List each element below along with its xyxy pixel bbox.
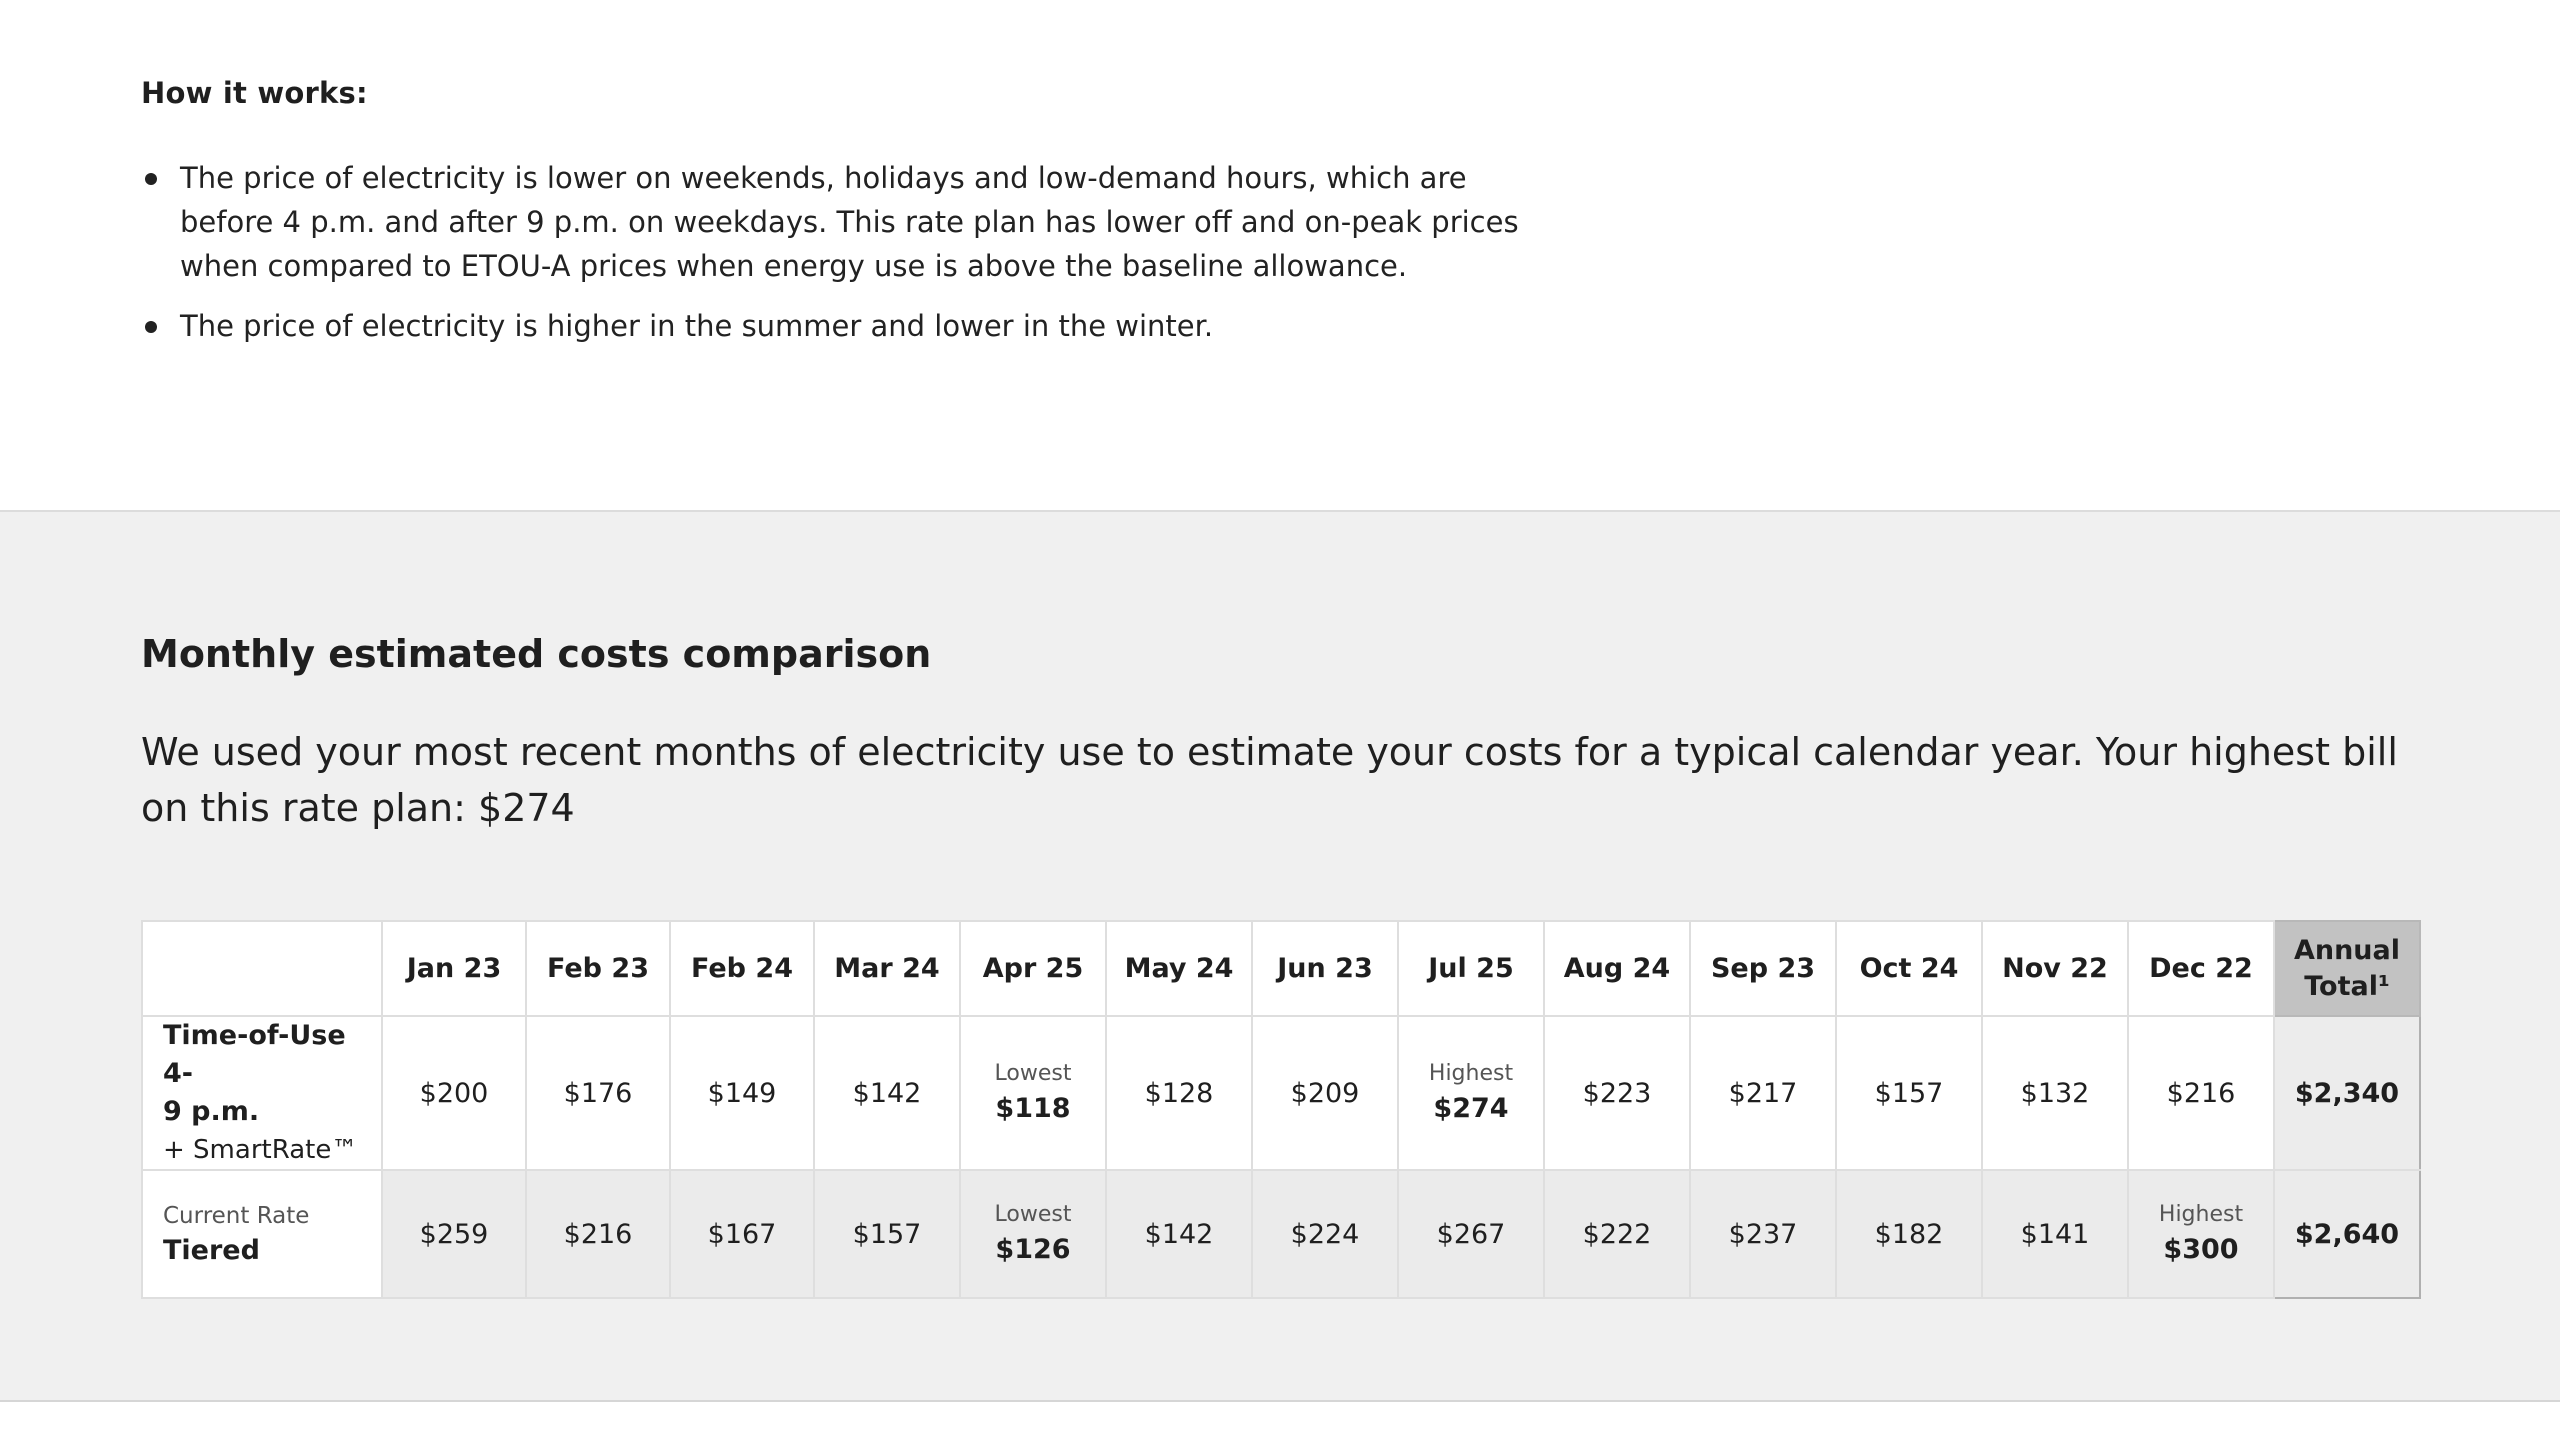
list-item	[141, 304, 1541, 348]
cost-cell: $216	[2128, 1016, 2274, 1170]
column-header: Oct 24	[1836, 921, 1982, 1016]
table-header-row	[142, 921, 2420, 1016]
list-item	[141, 156, 1541, 288]
cost-cell: $237	[1690, 1170, 1836, 1298]
how-it-works-section	[0, 0, 2560, 511]
comparison-description: We used your most recent months of electricity use to estimate your costs for a typical calendar year. Your highest bill on this rate plan: $274	[141, 730, 2398, 830]
cost-cell: $222	[1544, 1170, 1690, 1298]
plan-name: Tiered	[163, 1235, 260, 1266]
cost-cell: $128	[1106, 1016, 1252, 1170]
list-item-text: The price of electricity is higher in the summer and lower in the winter.	[180, 309, 1214, 343]
column-header: Sep 23	[1690, 921, 1836, 1016]
column-header: Jun 23	[1252, 921, 1398, 1016]
how-it-works-list	[141, 156, 1541, 364]
list-item-text: The price of electricity is lower on weekends, holidays and low-demand hours, which are before 4 p.m. and after 9 p.m. on weekdays. This rate plan has lower off and on-peak prices when compared to ETOU-A prices when energy use is above the baseline allowance.	[180, 161, 1519, 283]
cost-cell-lowest	[960, 1016, 1106, 1170]
cost-cell: $142	[1106, 1170, 1252, 1298]
highest-flag: Highest	[2158, 1202, 2244, 1227]
plan-name-line1: Time-of-Use 4-	[163, 1020, 346, 1089]
plan-label-cell	[142, 1170, 382, 1298]
plan-name-sub: + SmartRate™	[163, 1135, 358, 1165]
page-footer-area	[0, 1402, 2560, 1429]
column-header: Feb 24	[670, 921, 814, 1016]
column-header: Apr 25	[960, 921, 1106, 1016]
flagged-cost: $126	[995, 1234, 1071, 1265]
lowest-flag: Lowest	[994, 1202, 1072, 1227]
cost-cell-highest	[1398, 1016, 1544, 1170]
annual-header-line2: Total¹	[2304, 970, 2390, 1002]
annual-total-cell: $2,340	[2274, 1016, 2420, 1170]
bullet-icon	[145, 321, 157, 333]
column-header: May 24	[1106, 921, 1252, 1016]
annual-total-cell: $2,640	[2274, 1170, 2420, 1298]
how-it-works-title: How it works:	[141, 76, 368, 110]
column-header: Jan 23	[382, 921, 526, 1016]
annual-total-header	[2274, 921, 2420, 1016]
cost-cell: $182	[1836, 1170, 1982, 1298]
plan-label-cell	[142, 1016, 382, 1170]
cost-cell: $200	[382, 1016, 526, 1170]
cost-cell: $216	[526, 1170, 670, 1298]
column-header: Aug 24	[1544, 921, 1690, 1016]
costs-comparison-table	[141, 920, 2421, 1299]
cost-cell: $167	[670, 1170, 814, 1298]
cost-cell: $209	[1252, 1016, 1398, 1170]
table-row-time-of-use	[142, 1016, 2420, 1170]
cost-cell: $142	[814, 1016, 960, 1170]
column-header: Dec 22	[2128, 921, 2274, 1016]
cost-cell-highest	[2128, 1170, 2274, 1298]
column-header: Mar 24	[814, 921, 960, 1016]
comparison-title: Monthly estimated costs comparison	[141, 632, 932, 676]
flagged-cost: $300	[2163, 1234, 2239, 1265]
cost-cell: $132	[1982, 1016, 2128, 1170]
cost-cell: $224	[1252, 1170, 1398, 1298]
cost-cell: $141	[1982, 1170, 2128, 1298]
plan-name-line2: 9 p.m.	[163, 1096, 260, 1127]
empty-header-cell	[142, 921, 382, 1016]
cost-cell: $157	[814, 1170, 960, 1298]
column-header: Nov 22	[1982, 921, 2128, 1016]
bullet-icon	[145, 173, 157, 185]
current-rate-label: Current Rate	[163, 1203, 310, 1229]
lowest-flag: Lowest	[994, 1061, 1072, 1086]
column-header: Jul 25	[1398, 921, 1544, 1016]
table-row-current-rate	[142, 1170, 2420, 1298]
flagged-cost: $118	[995, 1093, 1071, 1124]
annual-header-line1: Annual	[2293, 934, 2401, 966]
cost-cell: $149	[670, 1016, 814, 1170]
highest-flag: Highest	[1428, 1061, 1514, 1086]
cost-cell: $176	[526, 1016, 670, 1170]
cost-cell: $217	[1690, 1016, 1836, 1170]
cost-cell: $267	[1398, 1170, 1544, 1298]
column-header: Feb 23	[526, 921, 670, 1016]
cost-cell: $223	[1544, 1016, 1690, 1170]
flagged-cost: $274	[1433, 1093, 1509, 1124]
cost-cell-lowest	[960, 1170, 1106, 1298]
cost-cell: $157	[1836, 1016, 1982, 1170]
cost-cell: $259	[382, 1170, 526, 1298]
